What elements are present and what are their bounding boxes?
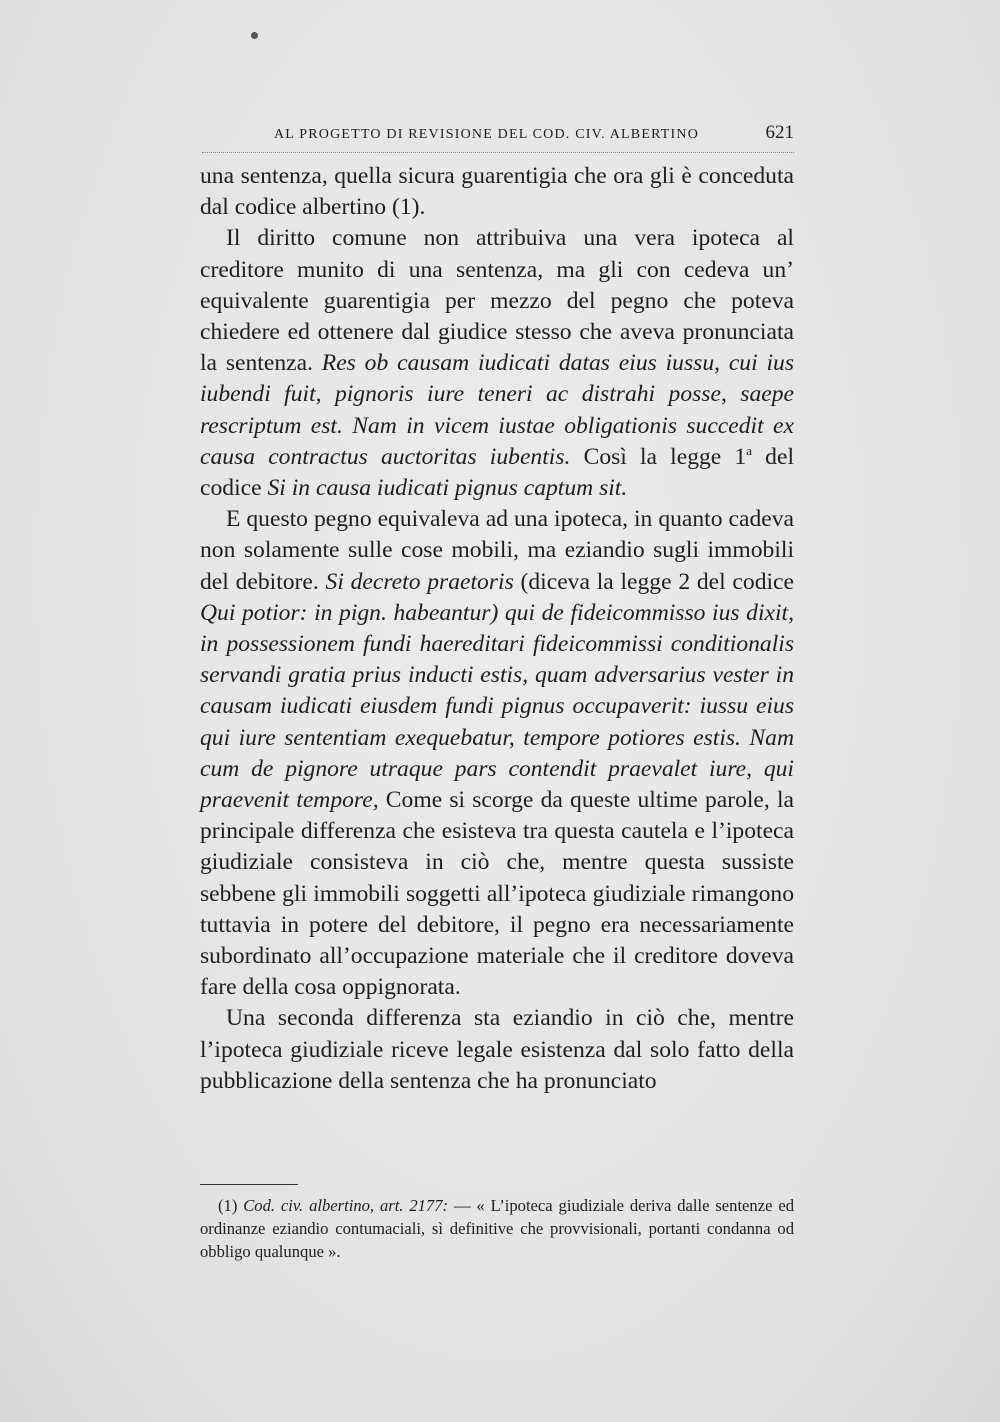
latin-quotation-res-ob-causam: Res ob causam iudicati datas eius iussu, cui ius iubendi fuit, pignoris iure teneri ac distrahi posse, saepe rescriptum est. Nam in vicem iustae obligationis succedit ex causa contractus auctoritas iubentis. (200, 350, 794, 470)
footnote-marker: (1) (218, 1196, 244, 1215)
paragraph-3-text-c: Come si scorge da queste ultime parole, la principale differenza che esisteva tra questa cautela e l’ipoteca giudiziale consisteva in ciò che, mentre questa sussiste sebbene gli immobili soggetti all’ipoteca giudiziale rimangono tuttavia in potere del debitore, il pegno era necessariamente subordinato all’occupazione materiale che il creditore doveva fare della cosa oppignorata. (200, 787, 794, 1001)
paragraph-2-text-a: Il diritto comune non attribuiva una vera ipoteca al creditore munito di una sentenza, ma gli con cedeva un’ equivalente guarentigia per mezzo del pegno che poteva chiedere ed ottenere dal giudice stesso che aveva pronunciata la sentenza. (200, 225, 794, 377)
latin-quotation-qui-potior: Qui potior: in pign. habeantur) qui de fideicommisso ius dixit, in possessionem fundi haereditari fideicommissi conditionalis servandi gratia prius inducti estis, quam adversarius vester in causam iudicati eiusdem fundi pignus occupaverit: iussu eius qui iure sententiam exequebatur, tempore potiores estis. Nam cum de pignore utraque pars contendit praevalet iure, qui praevenit tempore, (200, 599, 794, 814)
running-title: AL PROGETTO DI REVISIONE DEL COD. CIV. ALBERTINO (274, 127, 700, 142)
paragraph-3-text-b: (diceva la legge 2 del codice (513, 568, 794, 595)
paragraph-1-text: una sentenza, quella sicura guarentigia che ora gli è conceduta dal codice albertino (1). (200, 163, 794, 221)
paragraph-1 (200, 161, 794, 223)
paragraph-2-text-c: del codice (200, 443, 794, 502)
body-text (200, 161, 794, 1097)
paragraph-4 (200, 1003, 794, 1097)
paragraph-2-text-b: Così la legge 1 (570, 443, 747, 470)
footnote-1 (200, 1194, 794, 1263)
paragraph-3 (200, 504, 794, 1003)
paragraph-3-text-a: E questo pegno equivaleva ad una ipoteca, in quanto cadeva non solamente sulle cose mobili, ma eziandio sugli immobili del debitore. (200, 506, 794, 595)
paragraph-4-text: Una seconda differenza sta eziandio in ciò che, mentre l’ipoteca giudiziale riceve legale esistenza dal solo fatto della pubblicazione della sentenza che ha pronunciato (200, 1005, 794, 1094)
footnote-citation: Cod. civ. albertino, art. 2177: (243, 1196, 449, 1215)
footnote-rule (200, 1184, 298, 1185)
latin-quotation-si-decreto: Si decreto praetoris (325, 568, 514, 595)
latin-title-si-in-causa: Si in causa iudicati pignus captum sit. (267, 475, 628, 502)
ink-speck (251, 32, 258, 39)
running-head (202, 122, 794, 153)
footnote-text: — « L’ipoteca giudiziale deriva dalle sentenze ed ordinanze eziandio contumaciali, sì definitive che provvisionali, portanti condanna od obbligo qualunque ». (200, 1196, 794, 1261)
paragraph-2 (200, 223, 794, 504)
ordinal-superscript: a (746, 442, 753, 458)
page-number: 621 (765, 122, 794, 143)
